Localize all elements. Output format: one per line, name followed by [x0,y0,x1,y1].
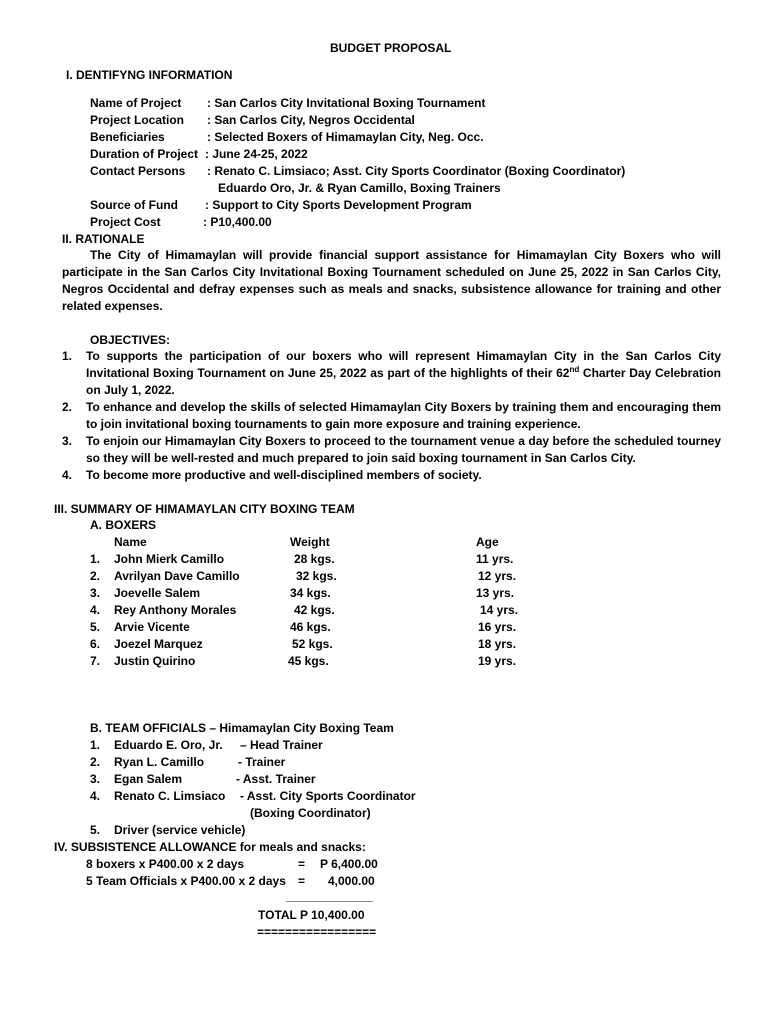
boxer-age: 14 yrs. [480,603,519,617]
allowance-equals: = [298,874,306,888]
official-name: Driver (service vehicle) [114,823,246,837]
boxer-age: 16 yrs. [478,620,517,634]
official-name: Eduardo E. Oro, Jr. [114,738,223,752]
objectives-heading: OBJECTIVES: [90,333,171,347]
total-amount: TOTAL P 10,400.00 [258,908,365,922]
field-label-beneficiaries: Beneficiaries [90,130,165,144]
boxer-number: 6. [90,637,101,651]
boxer-weight: 42 kgs. [294,603,335,617]
boxers-heading: A. BOXERS [90,518,157,532]
field-value-project-cost: : P10,400.00 [203,215,272,229]
official-name: Egan Salem [114,772,183,786]
boxer-number: 3. [90,586,101,600]
boxer-age: 18 yrs. [478,637,517,651]
boxer-weight: 28 kgs. [294,552,335,566]
official-number: 2. [90,755,101,769]
field-label-duration: Duration of Project [90,147,199,161]
objective-number: 3. [62,434,73,448]
field-label-project-cost: Project Cost [90,215,161,229]
objective-item: To supports the participation of our boxers who will represent Himamaylan City in the San Carlos City Invitational Boxing Tournament on June 25, 2022 as part of the highlights of their 62nd Charter Day Celebration on July 1, 2022. [86,349,721,397]
allowance-equals: = [298,857,306,871]
field-label-contact-persons: Contact Persons [90,164,186,178]
field-value-duration: : June 24-25, 2022 [205,147,308,161]
boxer-weight: 52 kgs. [292,637,333,651]
section1-heading: I. DENTIFYNG INFORMATION [66,68,233,82]
official-role: - Asst. Trainer [236,772,316,786]
field-value-project-name: : San Carlos City Invitational Boxing Tournament [207,96,486,110]
boxer-age: 13 yrs. [476,586,515,600]
total-double-rule: ================= [257,925,377,939]
field-label-project-location: Project Location [90,113,185,127]
section2-heading: II. RATIONALE [62,232,145,246]
boxer-age: 11 yrs. [476,552,514,566]
ordinal-suffix: nd [569,365,580,374]
official-number: 1. [90,738,101,752]
field-value-project-location: : San Carlos City, Negros Occidental [207,113,415,127]
boxer-name: Joevelle Salem [114,586,201,600]
objective-number: 2. [62,400,73,414]
allowance-desc: 8 boxers x P400.00 x 2 days [86,857,245,871]
boxer-number: 2. [90,569,101,583]
column-header-weight: Weight [290,535,330,549]
field-label-source-of-fund: Source of Fund [90,198,178,212]
boxer-name: Avrilyan Dave Camillo [114,569,240,583]
rationale-paragraph [62,247,721,315]
official-role: – Head Trainer [240,738,323,752]
section3-heading: III. SUMMARY OF HIMAMAYLAN CITY BOXING TEAM [54,502,355,516]
document-title: BUDGET PROPOSAL [330,41,452,55]
field-value-contact-persons-cont: Eduardo Oro, Jr. & Ryan Camillo, Boxing Trainers [218,181,501,195]
boxer-number: 4. [90,603,101,617]
allowance-amount: P 6,400.00 [320,857,378,871]
boxer-weight: 46 kgs. [290,620,331,634]
field-value-source-of-fund: : Support to City Sports Development Program [205,198,472,212]
boxer-weight: 34 kgs. [290,586,331,600]
boxer-name: Justin Quirino [114,654,196,668]
objective-number: 4. [62,468,73,482]
official-role-cont: (Boxing Coordinator) [250,806,371,820]
rationale-text: The City of Himamaylan will provide financial support assistance for Himamaylan City Boxers who will participate in the San Carlos City Invitational Boxing Tournament scheduled on June 25, 2022 in San Carlos City, Negros Occidental and defray expenses such as meals and snacks, subsistence allowance for training and other related expenses. [62,248,721,313]
officials-heading: B. TEAM OFFICIALS – Himamaylan City Boxing Team [90,721,394,735]
objective-item: To become more productive and well-disciplined members of society. [86,468,482,482]
objective-number: 1. [62,349,73,363]
official-name: Renato C. Limsiaco [114,789,226,803]
objective-item: To enhance and develop the skills of selected Himamaylan City Boxers by training them and encouraging them to join invitational boxing tournaments to gain more exposure and training experience. [86,400,721,431]
allowance-desc: 5 Team Officials x P400.00 x 2 days [86,874,286,888]
official-role: - Asst. City Sports Coordinator [240,789,416,803]
official-name: Ryan L. Camillo [114,755,205,769]
official-number: 4. [90,789,101,803]
boxer-age: 12 yrs. [478,569,517,583]
boxer-number: 1. [90,552,101,566]
field-value-contact-persons: : Renato C. Limsiaco; Asst. City Sports Coordinator (Boxing Coordinator) [207,164,626,178]
field-value-beneficiaries: : Selected Boxers of Himamaylan City, Neg. Occ. [207,130,484,144]
official-number: 5. [90,823,101,837]
column-header-name: Name [114,535,147,549]
official-role: - Trainer [238,755,286,769]
boxer-weight: 45 kgs. [288,654,329,668]
boxer-weight: 32 kgs. [296,569,337,583]
boxer-name: Joezel Marquez [114,637,203,651]
boxer-number: 7. [90,654,101,668]
objective-item: To enjoin our Himamaylan City Boxers to proceed to the tournament venue a day before the scheduled tourney so they will be well-rested and much prepared to join said boxing tournament in San Carlos City. [86,434,721,465]
boxer-age: 19 yrs. [478,654,517,668]
column-header-age: Age [476,535,499,549]
field-label-project-name: Name of Project [90,96,182,110]
allowance-amount: 4,000.00 [328,874,375,888]
sum-underline: _____________ [286,889,373,903]
official-number: 3. [90,772,101,786]
boxer-name: Arvie Vicente [114,620,190,634]
section4-heading: IV. SUBSISTENCE ALLOWANCE for meals and snacks: [54,840,366,854]
boxer-number: 5. [90,620,101,634]
boxer-name: John Mierk Camillo [114,552,225,566]
boxer-name: Rey Anthony Morales [114,603,237,617]
